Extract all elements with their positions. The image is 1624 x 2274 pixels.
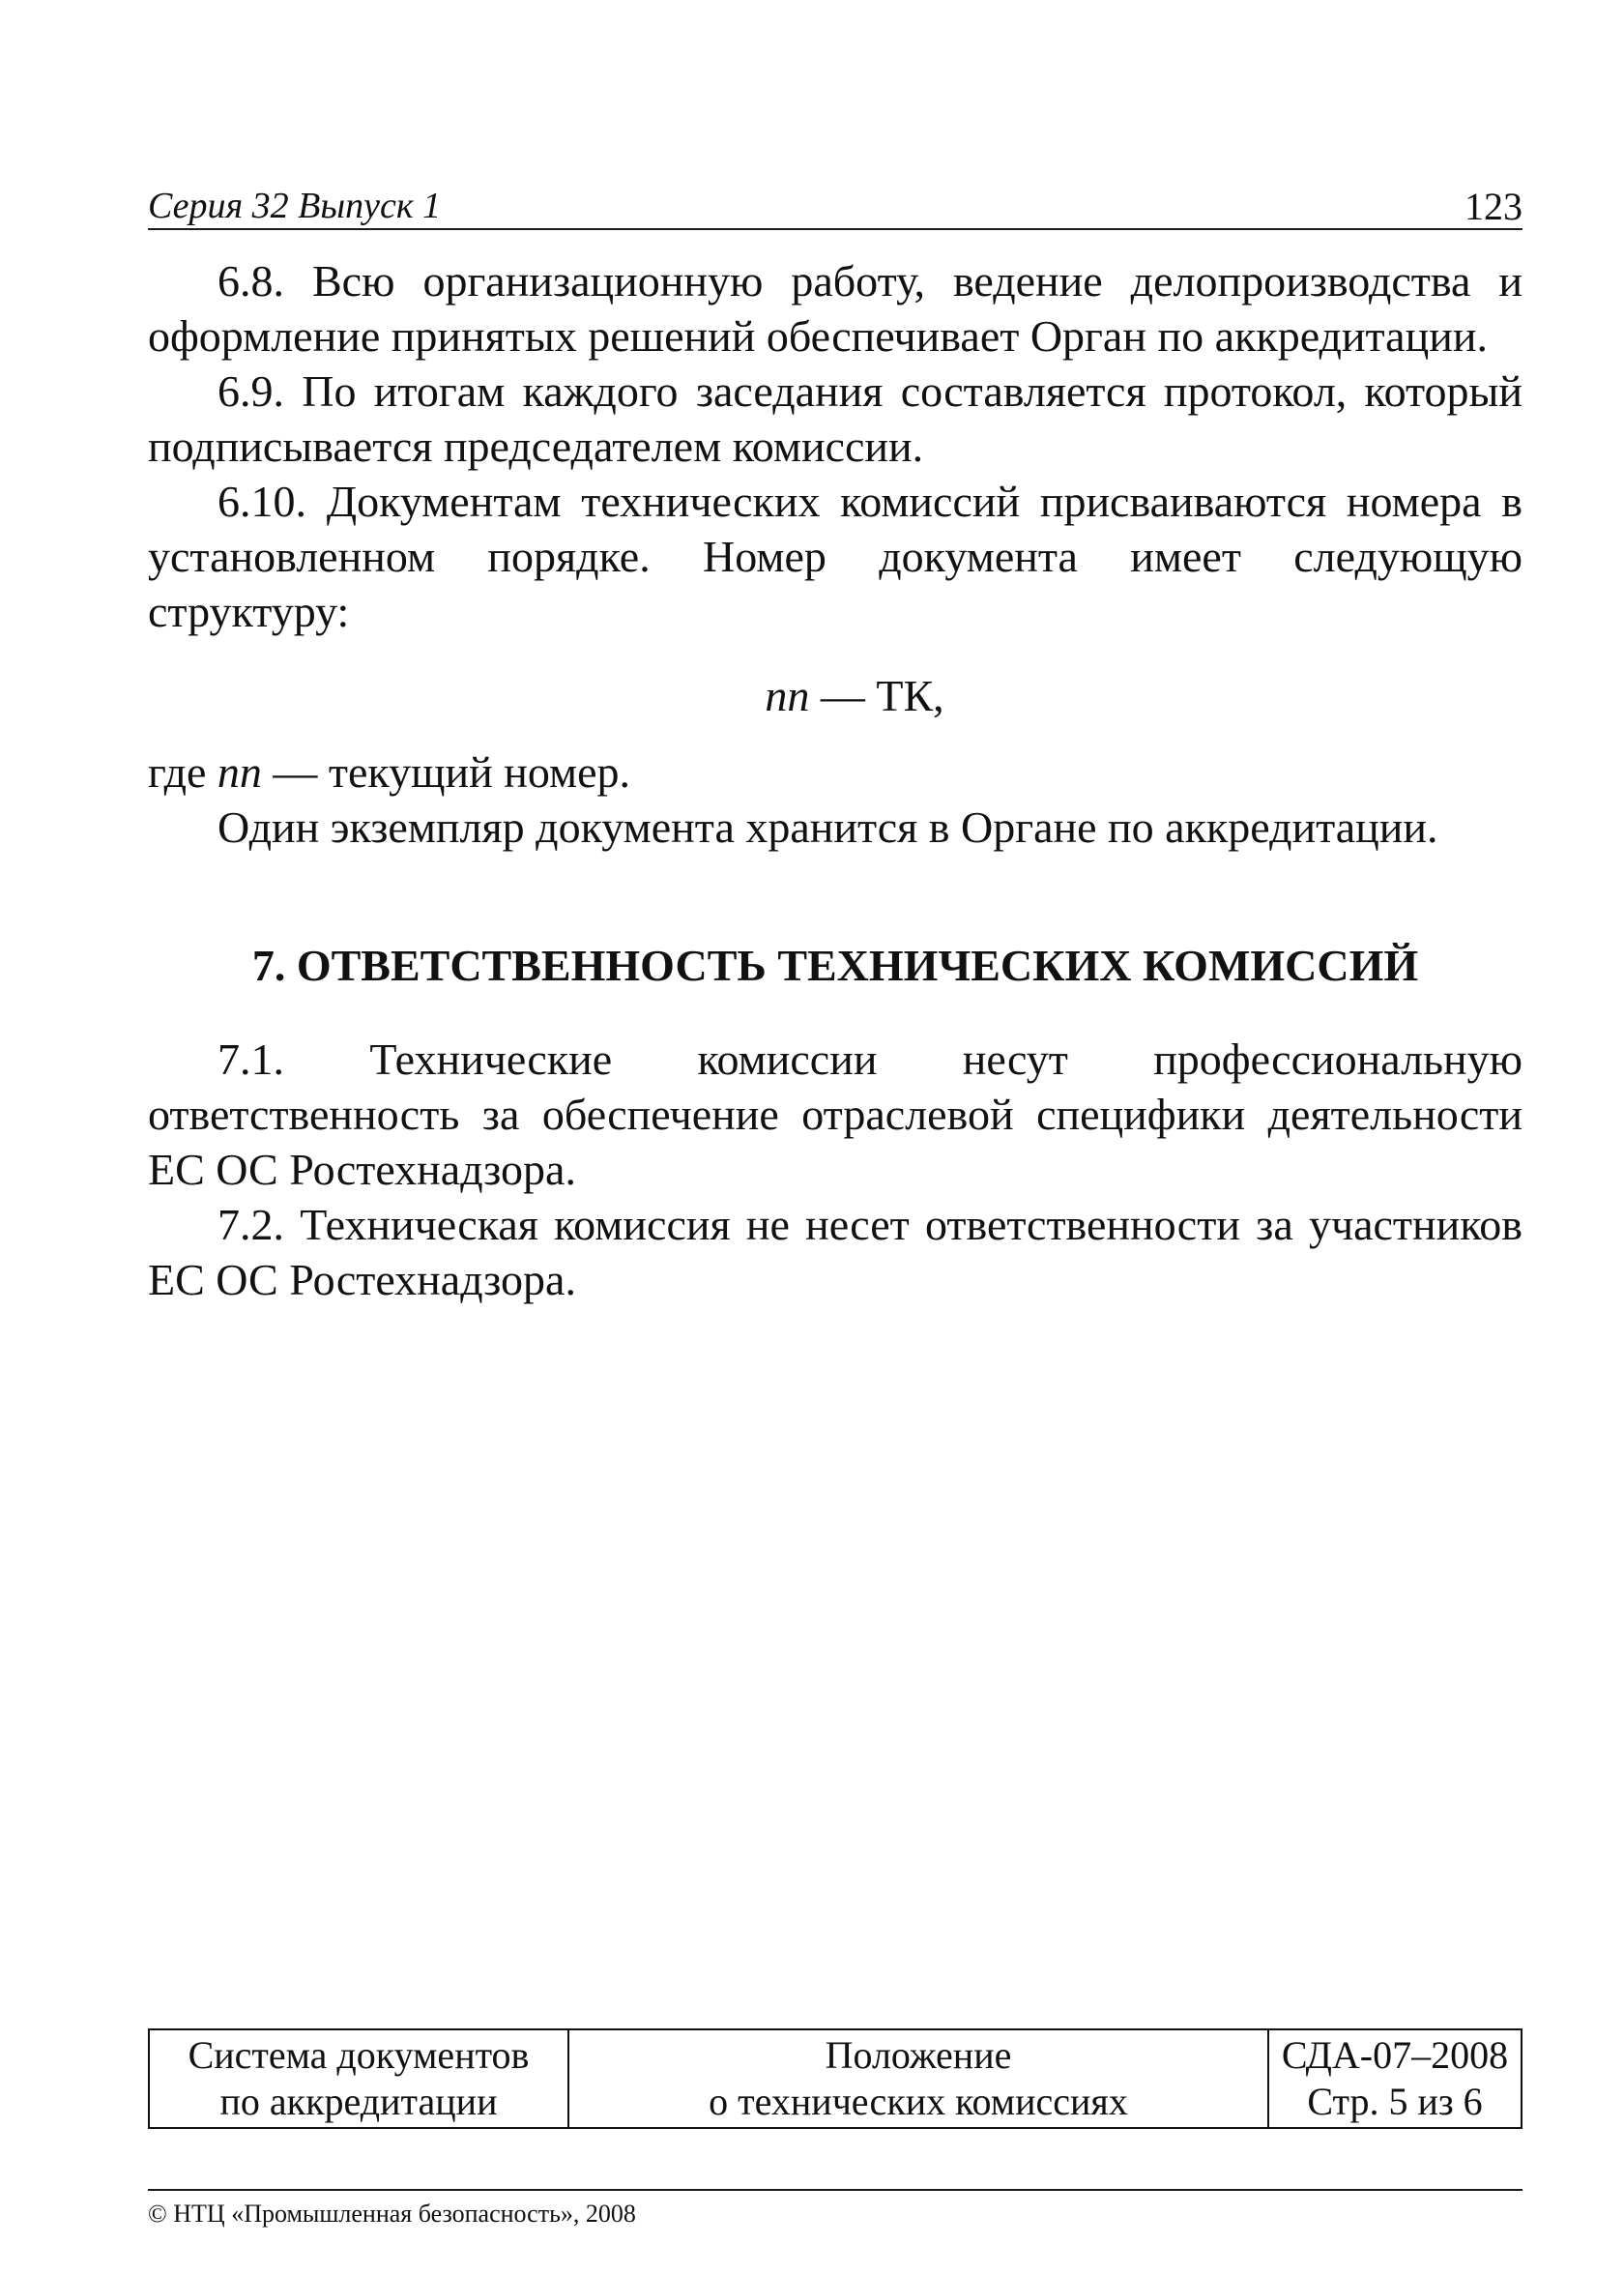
document-title-line2: о технических комиссиях (709, 2080, 1128, 2123)
paragraph-6-9: 6.9. По итогам каждого заседания составляется протокол, который подписывается председателем комиссии. (148, 366, 1522, 471)
document-info-table (148, 2028, 1522, 2129)
page-number: 123 (1464, 185, 1522, 228)
number-formula (148, 668, 1522, 723)
document-title-line1: Положение (825, 2033, 1012, 2077)
formula-variable: пп (765, 671, 810, 720)
document-title-cell (568, 2029, 1268, 2128)
where-prefix: где (148, 747, 218, 797)
copyright-notice: © НТЦ «Промышленная безопасность», 2008 (148, 2200, 636, 2228)
document-code-cell (1268, 2029, 1522, 2128)
page-count: Стр. 5 из 6 (1307, 2080, 1483, 2123)
document-system-line2: по аккредитации (219, 2080, 498, 2123)
paragraph-7-1: 7.1. Технические комиссии несут профессиональную ответственность за обеспечение отраслевой специфики деятельности ЕС ОС Ростехнадзора. (148, 1035, 1522, 1194)
document-body (148, 253, 1522, 1307)
document-system-line1: Система документов (188, 2033, 530, 2077)
where-suffix: — текущий номер. (261, 747, 631, 797)
formula-rest: — ТК, (809, 671, 944, 720)
paragraph-6-8: 6.8. Всю организационную работу, ведение делопроизводства и оформление принятых решений обеспечивает Орган по аккредитации. (148, 256, 1522, 361)
running-header (148, 172, 1522, 230)
table-row (149, 2029, 1522, 2128)
paragraph-7-2: 7.2. Техническая комиссия не несет ответственности за участников ЕС ОС Ростехнадзора. (148, 1200, 1522, 1304)
paragraph-copy-storage: Один экземпляр документа хранится в Органе по аккредитации. (218, 802, 1438, 852)
series-label: Серия 32 Выпуск 1 (148, 186, 442, 226)
footer-divider (148, 2189, 1522, 2191)
paragraph-6-10: 6.10. Документам технических комиссий присваиваются номера в установленном порядке. Номер документа имеет следующую структуру: (148, 477, 1522, 636)
where-variable: пп (217, 747, 262, 797)
formula-explanation (148, 744, 1522, 800)
document-code: СДА-07–2008 (1281, 2033, 1509, 2077)
section-7-title: 7. ОТВЕТСТВЕННОСТЬ ТЕХНИЧЕСКИХ КОМИССИЙ (251, 941, 1419, 990)
document-system-cell (149, 2029, 568, 2128)
